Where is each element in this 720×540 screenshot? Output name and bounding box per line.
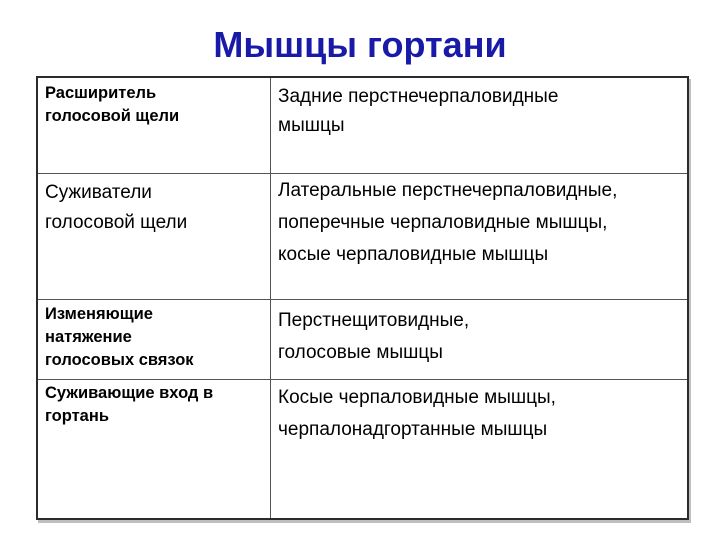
row-description-cell: [271, 173, 688, 299]
table-row: [38, 173, 687, 299]
row-label-cell: [38, 173, 271, 299]
table-row: [38, 379, 687, 518]
row-label: Расширитель голосовой щели: [45, 84, 180, 125]
row-description: Латеральные перстнечерпаловидные, поперечные черпаловидные мышцы, косые черпаловидные мышцы: [278, 179, 618, 265]
row-description-cell: [271, 78, 688, 173]
row-label-cell: [38, 299, 271, 379]
muscles-table: [36, 76, 689, 520]
row-label: Суживатели голосовой щели: [45, 181, 188, 233]
row-description-cell: [271, 379, 688, 518]
row-description-cell: [271, 299, 688, 379]
muscles-table-grid: [38, 78, 687, 518]
row-label: Изменяющие натяжение голосовых связок: [45, 304, 194, 369]
row-label-cell: [38, 379, 271, 518]
row-label-cell: [38, 78, 271, 173]
table-row: [38, 299, 687, 379]
table-row: [38, 78, 687, 173]
row-label: Суживающие вход в гортань: [45, 383, 214, 425]
row-description: Задние перстнечерпаловидные мышцы: [278, 86, 559, 136]
row-description: Перстнещитовидные, голосовые мышцы: [278, 309, 470, 363]
row-description: Косые черпаловидные мышцы, черпалонадгортанные мышцы: [278, 386, 556, 440]
page-title: Мышцы гортани: [213, 24, 507, 65]
